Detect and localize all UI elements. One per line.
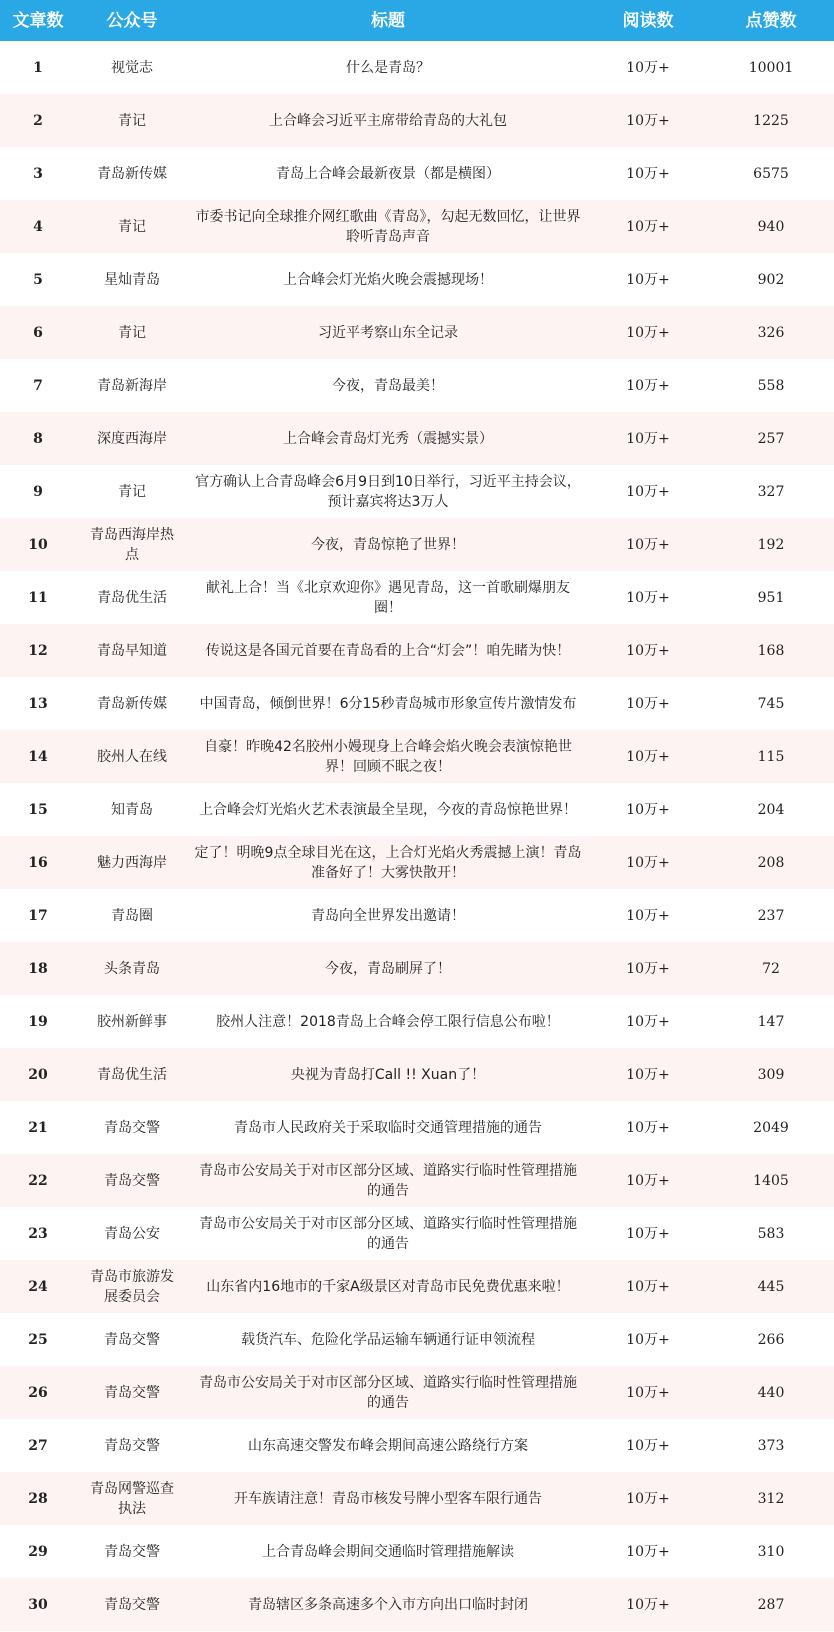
table-row bbox=[0, 518, 834, 571]
article-no-cell: 17 bbox=[28, 907, 48, 924]
account-cell: 青岛优生活 bbox=[97, 589, 167, 606]
article-no-cell: 20 bbox=[28, 1066, 48, 1083]
header-reads: 阅读数 bbox=[622, 10, 674, 31]
reads-cell: 10万+ bbox=[626, 960, 670, 977]
likes-cell: 257 bbox=[757, 430, 785, 447]
title-cell: 山东省内16地市的千家A级景区对青岛市民免费优惠来啦！ bbox=[206, 1278, 570, 1295]
article-no-cell: 19 bbox=[28, 1013, 48, 1030]
reads-cell: 10万+ bbox=[626, 854, 670, 871]
reads-cell: 10万+ bbox=[626, 642, 670, 659]
account-cell: 胶州新鲜事 bbox=[97, 1013, 167, 1030]
table-row bbox=[0, 412, 834, 465]
reads-cell: 10万+ bbox=[626, 324, 670, 341]
title-cell: 上合峰会习近平主席带给青岛的大礼包 bbox=[269, 112, 507, 129]
reads-cell: 10万+ bbox=[626, 1013, 670, 1030]
table-row bbox=[0, 1048, 834, 1101]
table-row bbox=[0, 942, 834, 995]
table-row bbox=[0, 359, 834, 412]
table-row bbox=[0, 730, 834, 783]
table-row bbox=[0, 41, 834, 94]
likes-cell: 940 bbox=[757, 218, 785, 235]
table-row bbox=[0, 1207, 834, 1260]
article-no-cell: 1 bbox=[33, 59, 43, 76]
likes-cell: 310 bbox=[757, 1543, 785, 1560]
table-header bbox=[0, 0, 834, 41]
account-cell: 青记 bbox=[118, 112, 146, 129]
likes-cell: 951 bbox=[757, 589, 785, 606]
title-cell: 习近平考察山东全记录 bbox=[318, 324, 458, 341]
reads-cell: 10万+ bbox=[626, 165, 670, 182]
likes-cell: 10001 bbox=[748, 59, 794, 76]
table-row bbox=[0, 147, 834, 200]
table-row bbox=[0, 836, 834, 889]
account-cell: 视觉志 bbox=[111, 59, 153, 76]
likes-cell: 327 bbox=[757, 483, 785, 500]
account-cell: 青岛交警 bbox=[104, 1596, 160, 1613]
title-cell: 上合峰会青岛灯光秀（震撼实景） bbox=[283, 430, 493, 447]
account-cell: 青岛早知道 bbox=[97, 642, 167, 659]
article-no-cell: 18 bbox=[28, 960, 48, 977]
article-no-cell: 26 bbox=[28, 1384, 48, 1401]
table-row bbox=[0, 1472, 834, 1525]
reads-cell: 10万+ bbox=[626, 748, 670, 765]
title-cell: 开车族请注意！青岛市核发号牌小型客车限行通告 bbox=[234, 1490, 542, 1507]
likes-cell: 312 bbox=[757, 1490, 785, 1507]
reads-cell: 10万+ bbox=[626, 801, 670, 818]
account-cell: 青岛网警巡查执法 bbox=[90, 1480, 174, 1517]
account-cell: 青岛圈 bbox=[111, 907, 153, 924]
title-cell: 献礼上合！当《北京欢迎你》遇见青岛，这一首歌刷爆朋友圈！ bbox=[206, 579, 570, 616]
likes-cell: 902 bbox=[757, 271, 785, 288]
title-cell: 山东高速交警发布峰会期间高速公路绕行方案 bbox=[248, 1437, 528, 1454]
title-cell: 今夜，青岛惊艳了世界！ bbox=[311, 536, 465, 553]
article-no-cell: 22 bbox=[28, 1172, 48, 1189]
reads-cell: 10万+ bbox=[626, 1066, 670, 1083]
account-cell: 青岛新海岸 bbox=[97, 377, 167, 394]
title-cell: 上合青岛峰会期间交通临时管理措施解读 bbox=[262, 1543, 514, 1560]
article-no-cell: 9 bbox=[33, 483, 43, 500]
account-cell: 青记 bbox=[118, 483, 146, 500]
reads-cell: 10万+ bbox=[626, 377, 670, 394]
reads-cell: 10万+ bbox=[626, 1172, 670, 1189]
table-row bbox=[0, 889, 834, 942]
header-account: 公众号 bbox=[106, 10, 158, 31]
article-no-cell: 3 bbox=[33, 165, 43, 182]
account-cell: 青岛西海岸热点 bbox=[90, 526, 174, 563]
article-no-cell: 29 bbox=[28, 1543, 48, 1560]
article-no-cell: 24 bbox=[28, 1278, 48, 1295]
account-cell: 青记 bbox=[118, 324, 146, 341]
article-no-cell: 6 bbox=[33, 324, 43, 341]
table-row bbox=[0, 677, 834, 730]
table-row bbox=[0, 571, 834, 624]
account-cell: 深度西海岸 bbox=[97, 430, 167, 447]
title-cell: 市委书记向全球推介网红歌曲《青岛》，勾起无数回忆，让世界聆听青岛声音 bbox=[195, 208, 581, 245]
account-cell: 头条青岛 bbox=[104, 960, 160, 977]
account-cell: 青岛优生活 bbox=[97, 1066, 167, 1083]
table-row bbox=[0, 624, 834, 677]
account-cell: 青岛交警 bbox=[104, 1331, 160, 1348]
account-cell: 魅力西海岸 bbox=[97, 854, 167, 871]
reads-cell: 10万+ bbox=[626, 1596, 670, 1613]
table-row bbox=[0, 1525, 834, 1578]
table-row bbox=[0, 253, 834, 306]
account-cell: 胶州人在线 bbox=[97, 748, 167, 765]
table-row bbox=[0, 995, 834, 1048]
likes-cell: 287 bbox=[757, 1596, 785, 1613]
account-cell: 青岛交警 bbox=[104, 1437, 160, 1454]
reads-cell: 10万+ bbox=[626, 271, 670, 288]
likes-cell: 115 bbox=[757, 748, 785, 765]
account-cell: 青岛市旅游发展委员会 bbox=[90, 1268, 174, 1305]
table-row bbox=[0, 200, 834, 253]
article-no-cell: 2 bbox=[33, 112, 43, 129]
likes-cell: 1225 bbox=[753, 112, 789, 129]
reads-cell: 10万+ bbox=[626, 907, 670, 924]
reads-cell: 10万+ bbox=[626, 430, 670, 447]
account-cell: 青岛交警 bbox=[104, 1172, 160, 1189]
article-no-cell: 28 bbox=[28, 1490, 48, 1507]
reads-cell: 10万+ bbox=[626, 1543, 670, 1560]
likes-cell: 583 bbox=[757, 1225, 785, 1242]
article-no-cell: 15 bbox=[28, 801, 48, 818]
title-cell: 央视为青岛打Call !! Xuan了！ bbox=[290, 1066, 486, 1083]
reads-cell: 10万+ bbox=[626, 483, 670, 500]
likes-cell: 440 bbox=[757, 1384, 785, 1401]
title-cell: 什么是青岛？ bbox=[346, 59, 430, 76]
reads-cell: 10万+ bbox=[626, 1278, 670, 1295]
likes-cell: 1405 bbox=[753, 1172, 789, 1189]
table-row bbox=[0, 1101, 834, 1154]
article-no-cell: 13 bbox=[28, 695, 48, 712]
likes-cell: 558 bbox=[757, 377, 785, 394]
title-cell: 传说这是各国元首要在青岛看的上合“灯会”！咱先睹为快！ bbox=[205, 642, 571, 659]
title-cell: 上合峰会灯光焰火艺术表演最全呈现，今夜的青岛惊艳世界！ bbox=[199, 801, 577, 818]
title-cell: 青岛市公安局关于对市区部分区域、道路实行临时性管理措施的通告 bbox=[199, 1374, 577, 1411]
title-cell: 今夜，青岛刷屏了！ bbox=[325, 960, 451, 977]
account-cell: 青岛交警 bbox=[104, 1384, 160, 1401]
article-no-cell: 14 bbox=[28, 748, 48, 765]
account-cell: 青岛交警 bbox=[104, 1119, 160, 1136]
article-no-cell: 5 bbox=[33, 271, 43, 288]
table-row bbox=[0, 465, 834, 518]
title-cell: 青岛向全世界发出邀请！ bbox=[311, 907, 465, 924]
article-no-cell: 10 bbox=[28, 536, 48, 553]
title-cell: 官方确认上合青岛峰会6月9日到10日举行，习近平主持会议，预计嘉宾将达3万人 bbox=[195, 473, 581, 510]
likes-cell: 373 bbox=[757, 1437, 785, 1454]
table-row bbox=[0, 94, 834, 147]
likes-cell: 326 bbox=[757, 324, 785, 341]
title-cell: 青岛市人民政府关于采取临时交通管理措施的通告 bbox=[234, 1119, 542, 1136]
article-no-cell: 23 bbox=[28, 1225, 48, 1242]
reads-cell: 10万+ bbox=[626, 536, 670, 553]
reads-cell: 10万+ bbox=[626, 218, 670, 235]
title-cell: 今夜，青岛最美！ bbox=[332, 377, 444, 394]
article-no-cell: 27 bbox=[28, 1437, 48, 1454]
table-row bbox=[0, 1419, 834, 1472]
article-no-cell: 11 bbox=[28, 589, 48, 606]
reads-cell: 10万+ bbox=[626, 1490, 670, 1507]
account-cell: 青记 bbox=[118, 218, 146, 235]
header-likes: 点赞数 bbox=[745, 10, 797, 31]
reads-cell: 10万+ bbox=[626, 1437, 670, 1454]
likes-cell: 237 bbox=[757, 907, 785, 924]
likes-cell: 208 bbox=[757, 854, 785, 871]
title-cell: 胶州人注意！2018青岛上合峰会停工限行信息公布啦！ bbox=[216, 1013, 560, 1030]
reads-cell: 10万+ bbox=[626, 1119, 670, 1136]
table-row bbox=[0, 1366, 834, 1419]
title-cell: 青岛辖区多条高速多个入市方向出口临时封闭 bbox=[248, 1596, 528, 1613]
title-cell: 青岛市公安局关于对市区部分区域、道路实行临时性管理措施的通告 bbox=[199, 1162, 577, 1199]
table-body bbox=[0, 41, 834, 1631]
title-cell: 定了！明晚9点全球目光在这，上合灯光焰火秀震撼上演！青岛准备好了！大雾快散开！ bbox=[194, 844, 582, 881]
likes-cell: 309 bbox=[757, 1066, 785, 1083]
likes-cell: 2049 bbox=[753, 1119, 789, 1136]
table-row bbox=[0, 1313, 834, 1366]
likes-cell: 745 bbox=[757, 695, 785, 712]
article-no-cell: 16 bbox=[28, 854, 48, 871]
reads-cell: 10万+ bbox=[626, 589, 670, 606]
table-row bbox=[0, 306, 834, 359]
reads-cell: 10万+ bbox=[626, 695, 670, 712]
likes-cell: 192 bbox=[757, 536, 785, 553]
account-cell: 星灿青岛 bbox=[104, 271, 160, 288]
article-no-cell: 8 bbox=[33, 430, 43, 447]
title-cell: 青岛市公安局关于对市区部分区域、道路实行临时性管理措施的通告 bbox=[199, 1215, 577, 1252]
reads-cell: 10万+ bbox=[626, 112, 670, 129]
account-cell: 青岛公安 bbox=[104, 1225, 160, 1242]
table-row bbox=[0, 783, 834, 836]
account-cell: 青岛新传媒 bbox=[97, 695, 167, 712]
article-no-cell: 25 bbox=[28, 1331, 48, 1348]
likes-cell: 204 bbox=[757, 801, 785, 818]
likes-cell: 72 bbox=[762, 960, 780, 977]
reads-cell: 10万+ bbox=[626, 1225, 670, 1242]
title-cell: 中国青岛，倾倒世界！6分15秒青岛城市形象宣传片激情发布 bbox=[199, 695, 577, 712]
reads-cell: 10万+ bbox=[626, 1384, 670, 1401]
title-cell: 青岛上合峰会最新夜景（都是横图） bbox=[276, 165, 500, 182]
title-cell: 自豪！昨晚42名胶州小嫚现身上合峰会焰火晚会表演惊艳世界！回顾不眠之夜！ bbox=[204, 738, 572, 775]
likes-cell: 168 bbox=[757, 642, 785, 659]
likes-cell: 445 bbox=[757, 1278, 785, 1295]
table-row bbox=[0, 1578, 834, 1631]
account-cell: 青岛交警 bbox=[104, 1543, 160, 1560]
article-no-cell: 21 bbox=[28, 1119, 48, 1136]
likes-cell: 147 bbox=[757, 1013, 785, 1030]
likes-cell: 6575 bbox=[753, 165, 789, 182]
reads-cell: 10万+ bbox=[626, 59, 670, 76]
likes-cell: 266 bbox=[757, 1331, 785, 1348]
title-cell: 载货汽车、危险化学品运输车辆通行证申领流程 bbox=[241, 1331, 535, 1348]
table-row bbox=[0, 1154, 834, 1207]
table-row bbox=[0, 1260, 834, 1313]
header-article-no: 文章数 bbox=[12, 10, 64, 31]
article-no-cell: 4 bbox=[33, 218, 43, 235]
article-no-cell: 7 bbox=[33, 377, 43, 394]
title-cell: 上合峰会灯光焰火晚会震撼现场！ bbox=[283, 271, 493, 288]
header-title: 标题 bbox=[371, 10, 405, 31]
account-cell: 青岛新传媒 bbox=[97, 165, 167, 182]
article-no-cell: 12 bbox=[28, 642, 48, 659]
article-no-cell: 30 bbox=[28, 1596, 48, 1613]
reads-cell: 10万+ bbox=[626, 1331, 670, 1348]
account-cell: 知青岛 bbox=[111, 801, 153, 818]
